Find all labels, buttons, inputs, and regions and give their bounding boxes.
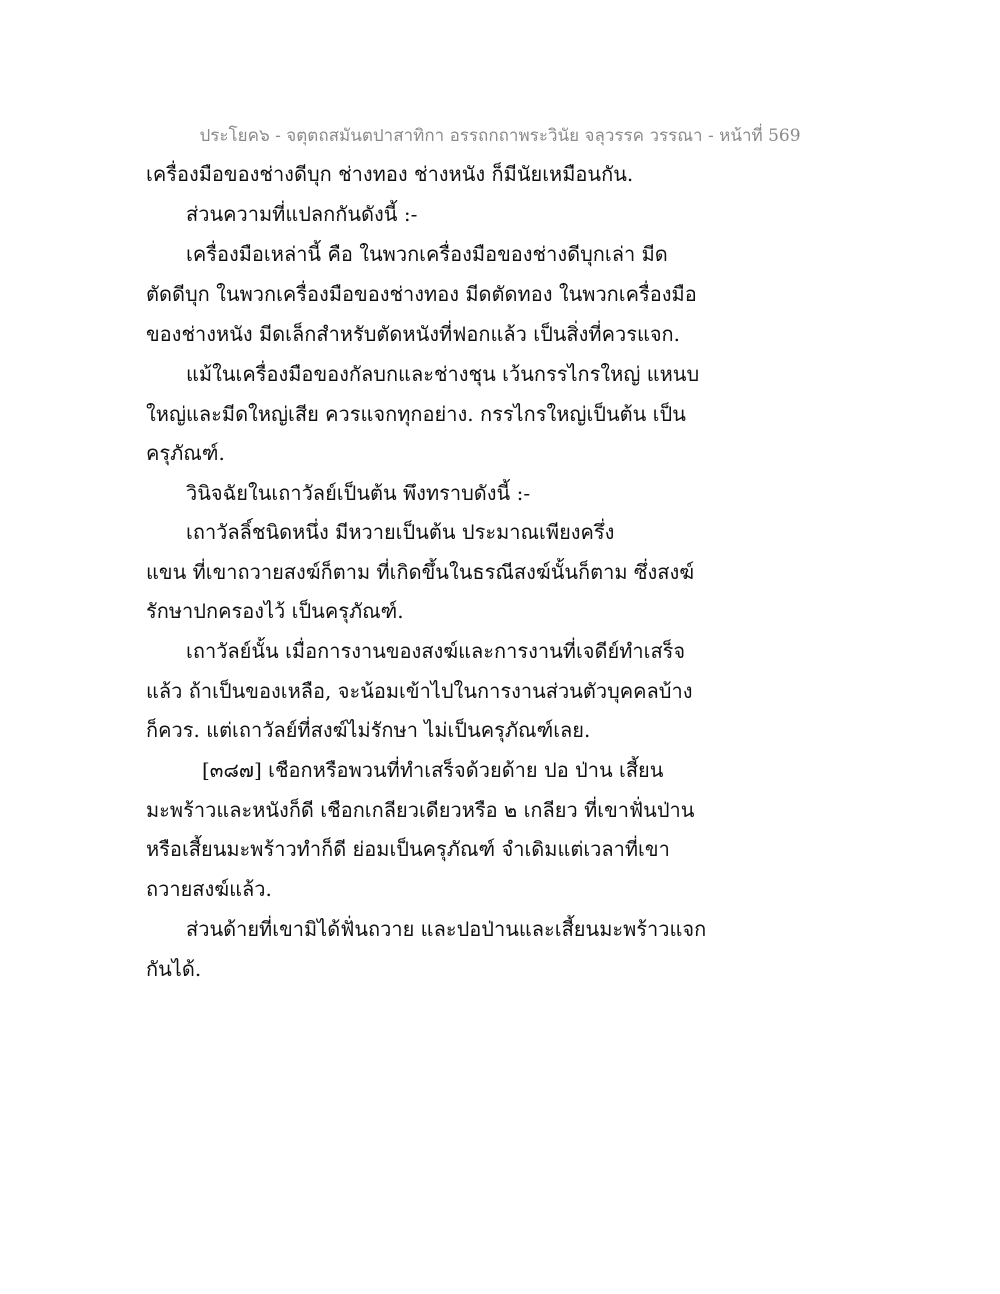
text-line: เครื่องมือของช่างดีบุก ช่างทอง ช่างหนัง ก็มีนัยเหมือนกัน.: [146, 162, 634, 186]
text-line: หรือเสี้ยนมะพร้าวทำก็ดี ย่อมเป็นครุภัณฑ์ จำเดิมแต่เวลาที่เขา: [146, 837, 670, 861]
text-line: ส่วนด้ายที่เขามิได้ฟั่นถวาย และปอป่านและเสี้ยนมะพร้าวแจก: [186, 917, 707, 941]
text-line: เถาวัลย์นั้น เมื่อการงานของสงฆ์และการงานที่เจดีย์ทำเสร็จ: [186, 639, 686, 663]
text-line: รักษาปกครองไว้ เป็นครุภัณฑ์.: [146, 599, 404, 623]
text-line: แม้ในเครื่องมือของกัลบกและช่างชุน เว้นกรรไกรใหญ่ แหนบ: [186, 362, 700, 386]
page-header: ประโยค๖ - จตุตถสมันตปาสาทิกา อรรถกถาพระวินัย จลุวรรค วรรณา - หน้าที่ 569: [199, 126, 801, 146]
text-line: ถวายสงฆ์แล้ว.: [146, 877, 272, 901]
text-line: มะพร้าวและหนังก็ดี เชือกเกลียวเดียวหรือ ๒ เกลียว ที่เขาฟั่นป่าน: [146, 798, 695, 822]
text-line: ของช่างหนัง มีดเล็กสำหรับตัดหนังที่ฟอกแล้ว เป็นสิ่งที่ควรแจก.: [146, 322, 681, 346]
text-line: เถาวัลลิ์ชนิดหนึ่ง มีหวายเป็นต้น ประมาณเพียงครึ่ง: [186, 520, 615, 544]
text-line: ครุภัณฑ์.: [146, 441, 225, 465]
text-line: แขน ที่เขาถวายสงฆ์ก็ตาม ที่เกิดขึ้นในธรณีสงฆ์นั้นก็ตาม ซึ่งสงฆ์: [146, 560, 695, 584]
text-line: ส่วนความที่แปลกกันดังนี้ :-: [186, 202, 418, 226]
text-line: วินิจฉัยในเถาวัลย์เป็นต้น พึงทราบดังนี้ :-: [186, 481, 531, 505]
text-line: ก็ควร. แต่เถาวัลย์ที่สงฆ์ไม่รักษา ไม่เป็นครุภัณฑ์เลย.: [146, 718, 591, 742]
text-line: [๓๘๗] เชือกหรือพวนที่ทำเสร็จด้วยด้าย ปอ ป่าน เสี้ยน: [202, 758, 664, 782]
text-line: กันได้.: [146, 957, 202, 981]
text-line: ตัดดีบุก ในพวกเครื่องมือของช่างทอง มีดตัดทอง ในพวกเครื่องมือ: [146, 282, 697, 306]
text-line: เครื่องมือเหล่านี้ คือ ในพวกเครื่องมือของช่างดีบุกเล่า มีด: [186, 242, 668, 266]
text-line: ใหญ่และมีดใหญ่เสีย ควรแจกทุกอย่าง. กรรไกรใหญ่เป็นต้น เป็น: [146, 402, 686, 426]
text-line: แล้ว ถ้าเป็นของเหลือ, จะน้อมเข้าไปในการงานส่วนตัวบุคคลบ้าง: [146, 679, 693, 703]
